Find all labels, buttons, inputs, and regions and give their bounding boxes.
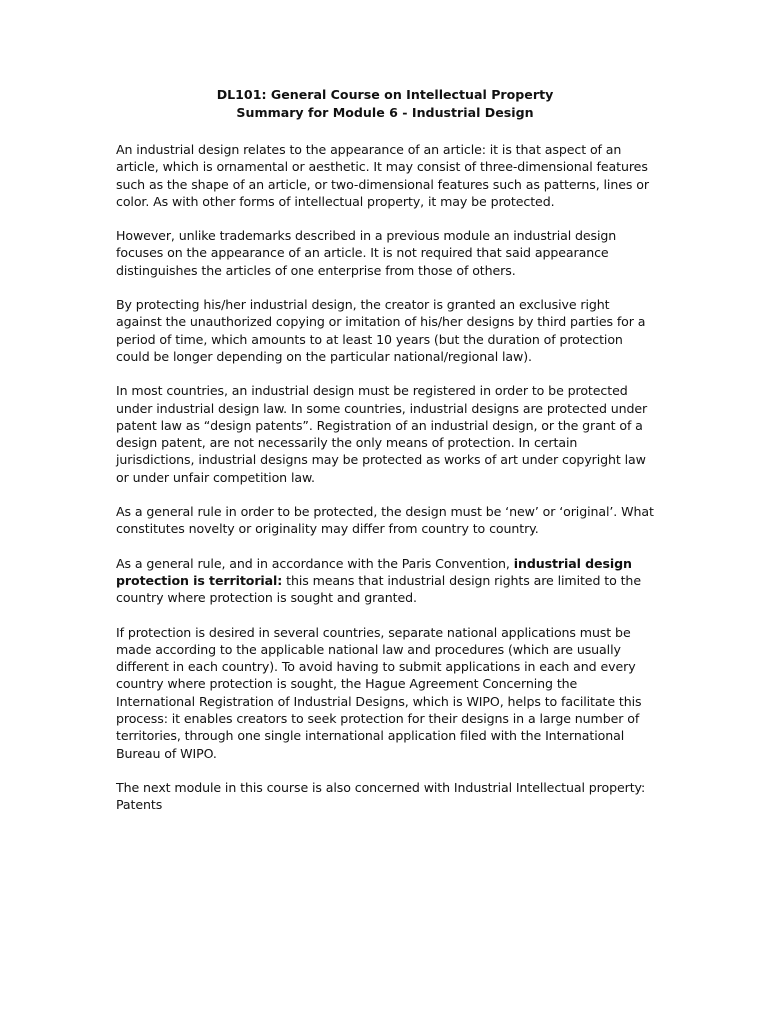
territorial-text-before: As a general rule, and in accordance with the Paris Convention, — [116, 555, 514, 571]
territorial-emphasis: industrial design protection is territorial: — [116, 555, 632, 588]
paragraph-trademark-contrast: However, unlike trademarks described in a previous module an industrial design focuses on the appearance of an article. It is not required that said appearance distinguishes the articles of one enterprise from those of others. — [116, 228, 617, 278]
territorial-text-after: this means that industrial design rights are limited to the country where protection is sought and granted. — [116, 572, 641, 606]
paragraph-definition: An industrial design relates to the appearance of an article: it is that aspect of an article, which is ornamental or aesthetic. It may consist of three-dimensional features such as the shape of an article, or two-dimensional features such as patterns, lines or color. As with other forms of intellectual property, it may be protected. — [116, 142, 649, 209]
document-title — [116, 86, 654, 122]
paragraph-exclusive-right: By protecting his/her industrial design, the creator is granted an exclusive right against the unauthorized copying or imitation of his/her designs by third parties for a period of time, which amounts to at least 10 years (but the duration of protection could be longer depending on the particular national/regional law). — [116, 297, 646, 364]
paragraph-next-module: The next module in this course is also concerned with Industrial Intellectual property: Patents — [116, 779, 646, 813]
paragraph-registration: In most countries, an industrial design must be registered in order to be protected under industrial design law. In some countries, industrial designs are protected under patent law as “design patents”. Registration of an industrial design, or the grant of a design patent, are not necessarily the only means of protection. In certain jurisdictions, industrial designs may be protected as works of art under copyright law or under unfair competition law. — [116, 383, 648, 485]
title-module: Summary for Module 6 - Industrial Design — [236, 105, 534, 120]
paragraph-novelty: As a general rule in order to be protected, the design must be ‘new’ or ‘original’. What constitutes novelty or originality may differ from country to country. — [116, 504, 654, 537]
title-course: DL101: General Course on Intellectual Property — [216, 87, 554, 102]
document-body — [116, 86, 654, 831]
paragraph-hague-agreement: If protection is desired in several countries, separate national applications must be made according to the applicable national law and procedures (which are usually different in each country). To avoid having to submit applications in each and every country where protection is sought, the Hague Agreement Concerning the International Registration of Industrial Designs, which is WIPO, helps to facilitate this process: it enables creators to seek protection for their designs in a large number of territories, through one single international application filed with the International Bureau of WIPO. — [116, 624, 642, 761]
paragraph-territorial — [116, 555, 654, 607]
